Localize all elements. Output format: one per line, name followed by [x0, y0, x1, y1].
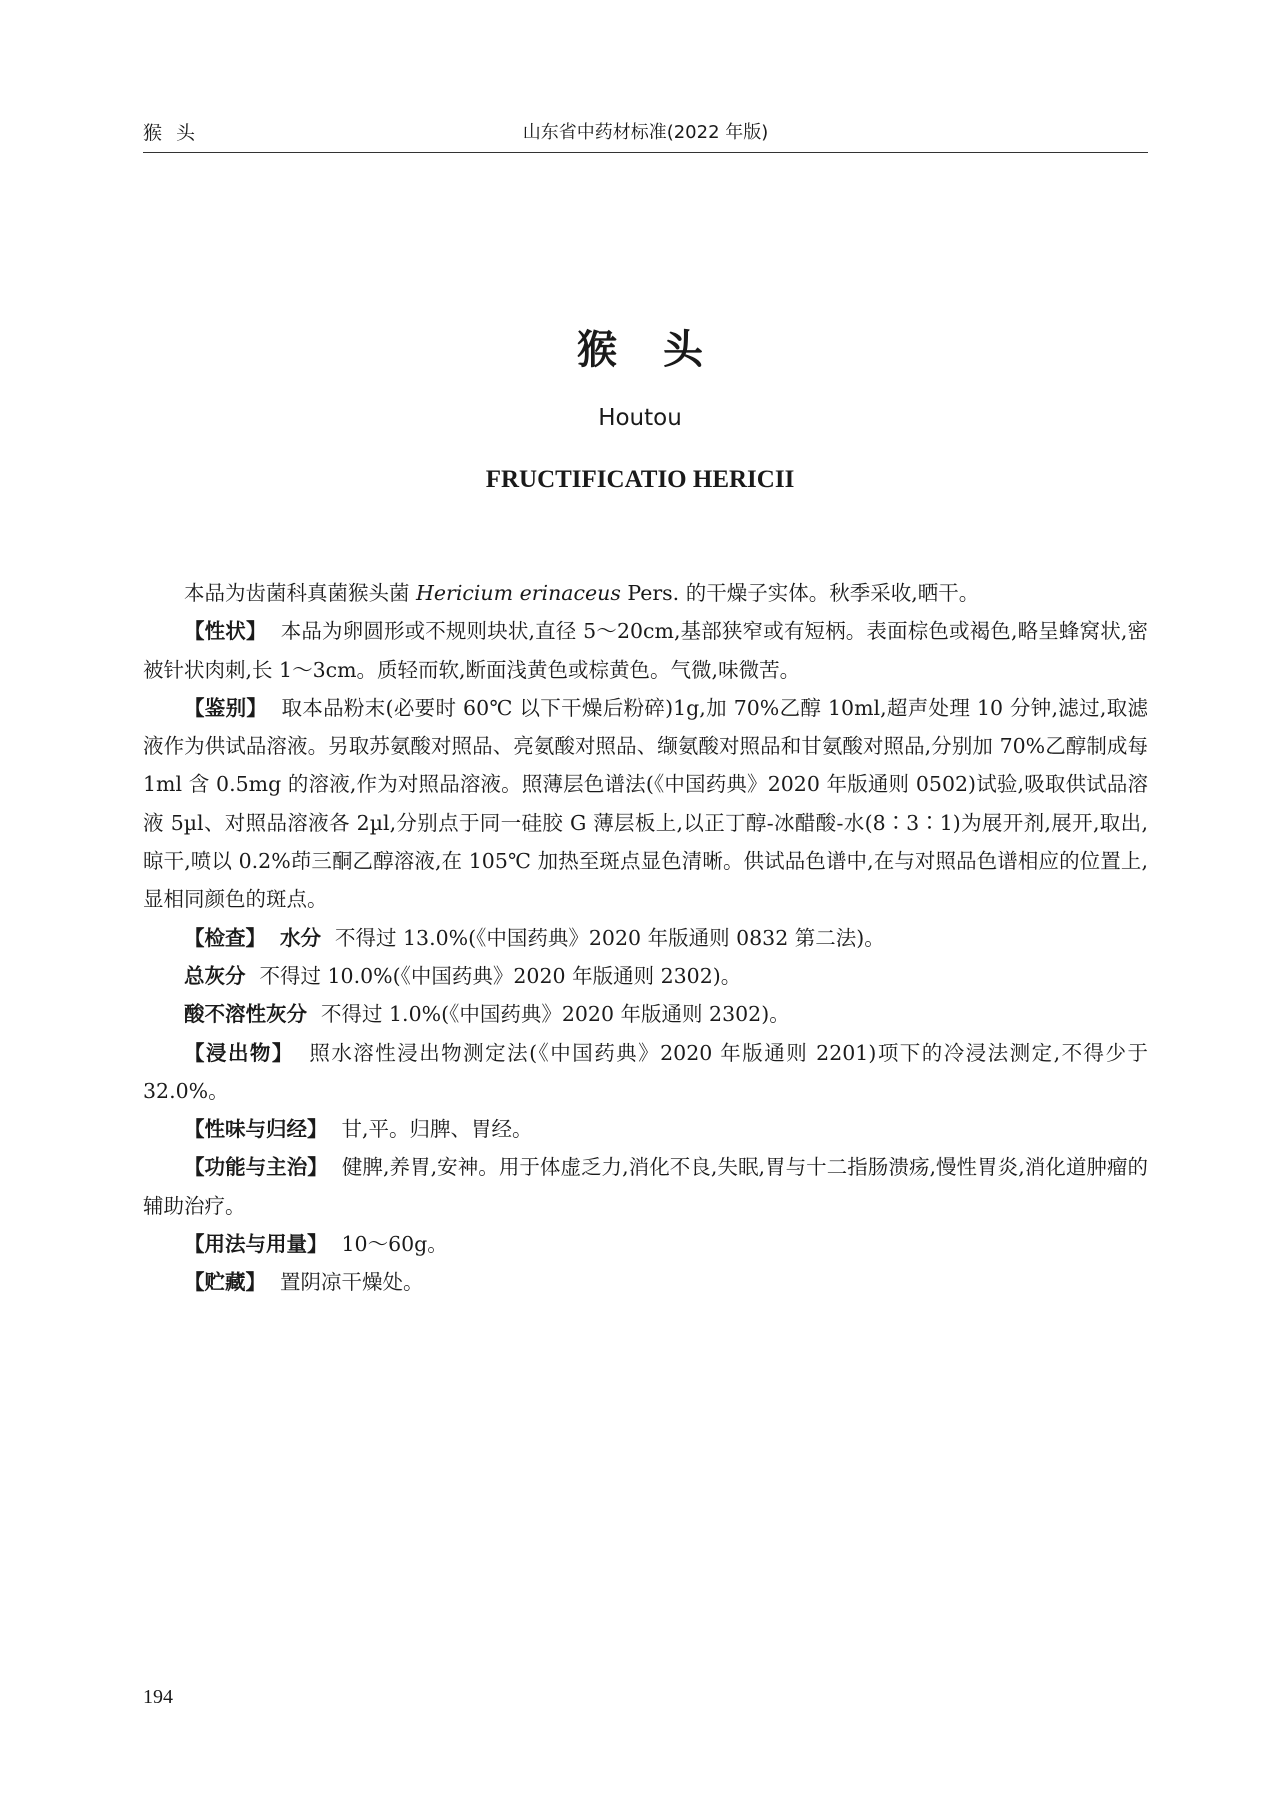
section-description: 【性状】 本品为卵圆形或不规则块状,直径 5～20cm,基部狭窄或有短柄。表面棕色或褐色,略呈蜂窝状,密被针状肉刺,长 1～3cm。质轻而软,断面浅黄色或棕黄色。气微,味微苦。: [143, 619, 1148, 682]
header-entry-name: 猴头: [143, 122, 210, 144]
inspection-label: 酸不溶性灰分: [184, 1002, 307, 1027]
species-name: Hericium erinaceus: [416, 581, 621, 605]
section-heading: 【浸出物】: [184, 1040, 294, 1065]
section-heading: 【鉴别】: [184, 695, 268, 720]
section-heading: 【性味与归经】: [184, 1117, 328, 1142]
section-inspection: 【检查】 水分 不得过 13.0%(《中国药典》2020 年版通则 0832 第二法)。: [184, 925, 885, 950]
page-title: 猴头: [577, 327, 749, 373]
inspection-item: 酸不溶性灰分 不得过 1.0%(《中国药典》2020 年版通则 2302)。: [184, 1002, 790, 1027]
section-function: 【功能与主治】 健脾,养胃,安神。用于体虚乏力,消化不良,失眠,胃与十二指肠溃疡,慢性胃炎,消化道肿瘤的辅助治疗。: [143, 1155, 1148, 1218]
page-number: 194: [143, 1686, 173, 1708]
pinyin-name: Houtou: [598, 405, 682, 431]
section-heading: 【功能与主治】: [184, 1155, 328, 1180]
running-header: [143, 112, 1148, 153]
header-book-title: 山东省中药材标准(2022 年版): [522, 122, 769, 143]
section-heading: 【检查】: [184, 925, 266, 950]
section-heading: 【用法与用量】: [184, 1232, 328, 1257]
inspection-item: 总灰分 不得过 10.0%(《中国药典》2020 年版通则 2302)。: [184, 963, 742, 988]
section-heading: 【贮藏】: [184, 1270, 266, 1295]
section-heading: 【性状】: [184, 619, 267, 644]
section-extract: 【浸出物】 照水溶性浸出物测定法(《中国药典》2020 年版通则 2201)项下的冷浸法测定,不得少于 32.0%。: [143, 1040, 1149, 1103]
section-dosage: 【用法与用量】 10～60g。: [184, 1232, 448, 1257]
section-storage: 【贮藏】 置阴凉干燥处。: [184, 1270, 424, 1295]
section-nature-meridian: 【性味与归经】 甘,平。归脾、胃经。: [184, 1117, 533, 1142]
inspection-label: 总灰分: [184, 963, 246, 988]
intro-paragraph: 本品为齿菌科真菌猴头菌 Hericium erinaceus Pers. 的干燥子实体。秋季采收,晒干。: [184, 581, 980, 605]
latin-name: FRUCTIFICATIO HERICII: [485, 466, 795, 493]
inspection-label: 水分: [280, 925, 321, 950]
monograph-body: [143, 574, 1148, 1302]
section-identification: 【鉴别】 取本品粉末(必要时 60℃ 以下干燥后粉碎)1g,加 70%乙醇 10ml,超声处理 10 分钟,滤过,取滤液作为供试品溶液。另取苏氨酸对照品、亮氨酸对照品、缬氨酸对照品和甘氨酸对照品,分别加 70%乙醇制成每 1ml 含 0.5mg 的溶液,作为对照品溶液。照薄层色谱法(《中国药典》2020 年版通则 0502)试验,吸取供试品溶液 5µl、对照品溶液各 2µl,分别点于同一硅胶 G 薄层板上,以正丁醇-冰醋酸-水(8∶3∶1)为展开剂,展开,取出,晾干,喷以 0.2%茚三酮乙醇溶液,在 105℃ 加热至斑点显色清晰。供试品色谱中,在与对照品色谱相应的位置上,显相同颜色的斑点。: [143, 695, 1149, 912]
